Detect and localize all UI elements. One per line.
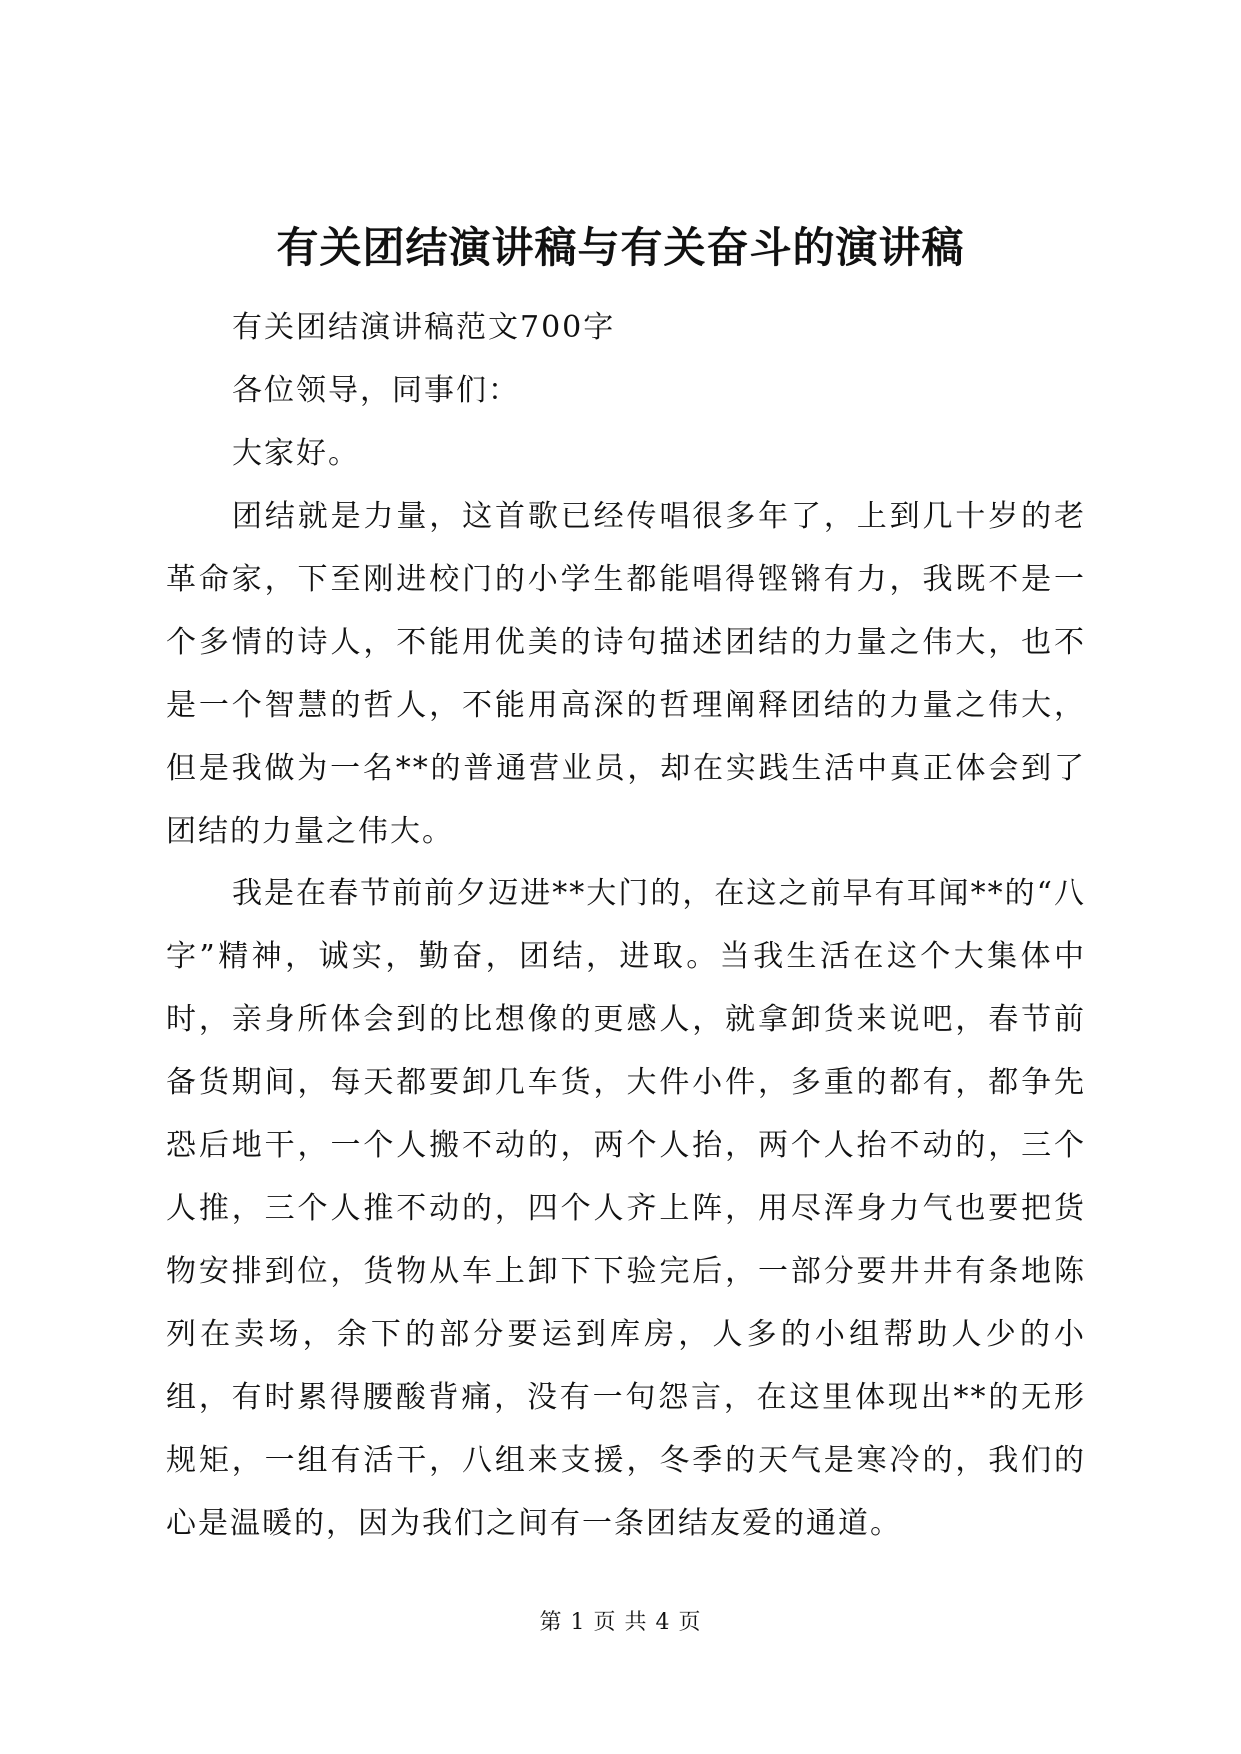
page-footer: 第 1 页 共 4 页: [539, 1610, 702, 1635]
document-title: 有关团结演讲稿与有关奋斗的演讲稿: [276, 223, 965, 272]
salutation-line: 大家好。: [232, 436, 360, 471]
document-subtitle: 有关团结演讲稿范文700字: [232, 310, 616, 345]
greeting-line: 各位领导，同事们：: [232, 373, 520, 408]
body-paragraph-1: 团结就是力量，这首歌已经传唱很多年了，上到几十岁的老革命家，下至刚进校门的小学生都能唱得铿锵有力，我既不是一个多情的诗人，不能用优美的诗句描述团结的力量之伟大，也不是一个智慧的哲人，不能用高深的哲理阐释团结的力量之伟大，但是我做为一名**的普通营业员，却在实践生活中真正体会到了团结的力量之伟大。: [166, 499, 1086, 849]
body-paragraph-2: 我是在春节前前夕迈进**大门的，在这之前早有耳闻**的“八字”精神，诚实，勤奋，团结，进取。当我生活在这个大集体中时，亲身所体会到的比想像的更感人，就拿卸货来说吧，春节前备货期间，每天都要卸几车货，大件小件，多重的都有，都争先恐后地干，一个人搬不动的，两个人抬，两个人抬不动的，三个人推，三个人推不动的，四个人齐上阵，用尽浑身力气也要把货物安排到位，货物从车上卸下下验完后，一部分要井井有条地陈列在卖场，余下的部分要运到库房，人多的小组帮助人少的小组，有时累得腰酸背痛，没有一句怨言，在这里体现出**的无形规矩，一组有活干，八组来支援，冬季的天气是寒冷的，我们的心是温暖的，因为我们之间有一条团结友爱的通道。: [166, 876, 1086, 1541]
